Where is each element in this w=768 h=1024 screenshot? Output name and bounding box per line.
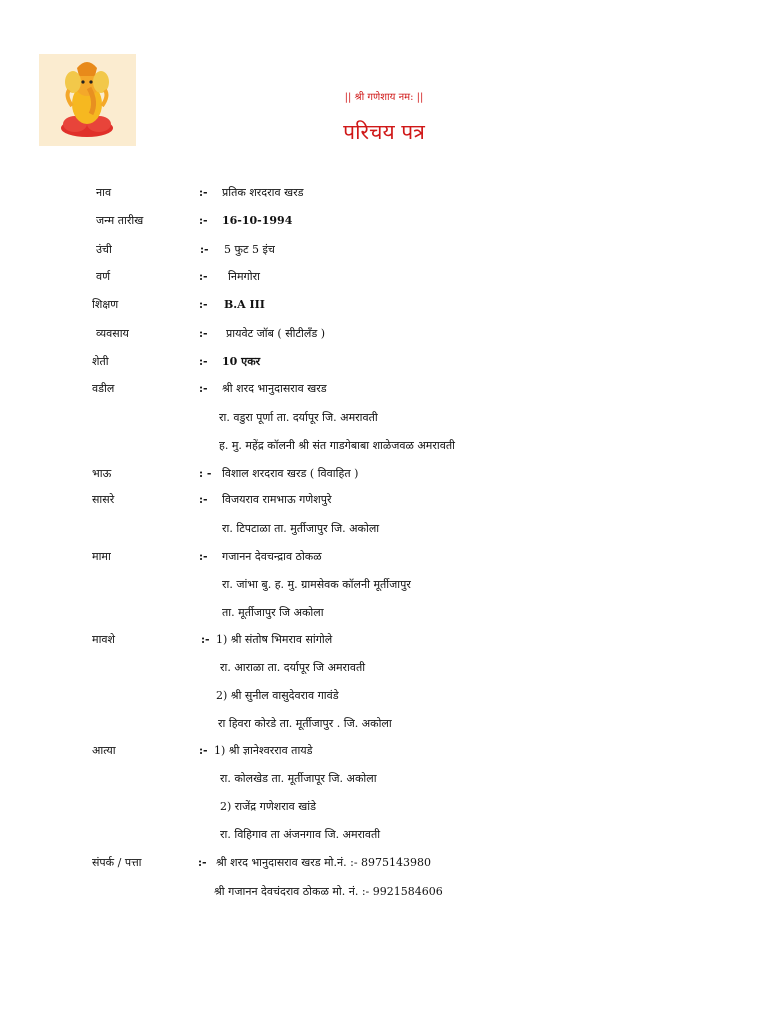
- height-label: उंची: [96, 243, 112, 256]
- mavshi-value: 1) श्री संतोष भिमराव सांगोले: [216, 633, 333, 646]
- in-laws-separator: :-: [199, 493, 208, 506]
- dob-value: 16-10-1994: [222, 214, 293, 227]
- mavshi-address-line-2: रा हिवरा कोरडे ता. मूर्तीजापुर . जि. अकोला: [218, 717, 392, 730]
- education-value: B.A III: [224, 298, 265, 311]
- brother-value: विशाल शरदराव खरड ( विवाहित ): [222, 467, 359, 480]
- occupation-separator: :-: [199, 327, 208, 340]
- father-value: श्री शरद भानुदासराव खरड: [222, 382, 327, 395]
- in-laws-label: सासरे: [92, 493, 115, 506]
- aatya-name-line-2: 2) राजेंद्र गणेशराव खांडे: [220, 800, 316, 813]
- maternal-uncle-taluka-line: ता. मूर्तीजापुर जि अकोला: [222, 606, 324, 619]
- aatya-address-line-2: रा. विहिगाव ता अंजनगाव जि. अमरावती: [220, 828, 381, 841]
- complexion-value: निमगोरा: [228, 270, 260, 283]
- father-label: वडील: [92, 382, 115, 395]
- page-title: परिचय पत्र: [343, 120, 425, 144]
- dob-label: जन्म तारीख: [96, 214, 144, 227]
- brother-label: भाऊ: [92, 467, 112, 480]
- height-value: 5 फुट 5 इंच: [224, 243, 275, 256]
- maternal-uncle-address-line: रा. जांभा बु. ह. मु. ग्रामसेवक कॉलनी मूर्तीजापुर: [222, 578, 411, 591]
- farm-value: 10 एकर: [222, 355, 261, 368]
- name-label: नाव: [96, 186, 112, 199]
- in-laws-address-line: रा. टिपटाळा ता. मुर्तीजापुर जि. अकोला: [222, 522, 380, 535]
- mavshi-name-line-2: 2) श्री सुनील वासुदेवराव गावंडे: [216, 689, 339, 702]
- aatya-label: आत्या: [92, 744, 116, 757]
- mavshi-label: मावशे: [92, 633, 116, 646]
- contact-label: संपर्क / पत्ता: [92, 856, 142, 869]
- aatya-address-line-1: रा. कोलखेड ता. मूर्तीजापूर जि. अकोला: [220, 772, 377, 785]
- occupation-label: व्यवसाय: [96, 327, 129, 340]
- father-address-line: रा. वडुरा पूर्णा ता. दर्यापूर जि. अमरावती: [219, 411, 378, 424]
- maternal-uncle-separator: :-: [199, 550, 208, 563]
- contact-value-1: श्री शरद भानुदासराव खरड मो.नं. :- 8975143980: [216, 856, 432, 869]
- occupation-value: प्रायवेट जॉब ( सीटीलँड ): [226, 327, 326, 340]
- contact-value-2: श्री गजानन देवचंदराव ठोकळ मो. नं. :- 9921584606: [214, 885, 443, 898]
- aatya-separator: :-: [199, 744, 208, 757]
- invocation-text: || श्री गणेशाय नम: ||: [344, 92, 424, 103]
- complexion-label: वर्ण: [96, 270, 111, 283]
- education-label: शिक्षण: [92, 298, 119, 311]
- father-separator: :-: [199, 382, 208, 395]
- in-laws-value: विजयराव रामभाऊ गणेशपुरे: [222, 493, 332, 506]
- height-separator: :-: [200, 243, 209, 256]
- maternal-uncle-label: मामा: [92, 550, 111, 563]
- name-value: प्रतिक शरदराव खरड: [222, 186, 304, 199]
- name-separator: :-: [199, 186, 208, 199]
- mavshi-address-line-1: रा. आराळा ता. दर्यापूर जि अमरावती: [220, 661, 366, 674]
- aatya-value: 1) श्री ज्ञानेश्वरराव तायडे: [214, 744, 313, 757]
- mavshi-separator: :-: [201, 633, 210, 646]
- education-separator: :-: [199, 298, 208, 311]
- contact-separator: :-: [198, 856, 207, 869]
- brother-separator: : -: [199, 467, 212, 480]
- maternal-uncle-value: गजानन देवचन्द्राव ठोकळ: [222, 550, 322, 563]
- farm-separator: :-: [199, 355, 208, 368]
- father-current-address-line: ह. मु. महेंद्र कॉलनी श्री संत गाडगेबाबा शाळेजवळ अमरावती: [219, 439, 455, 452]
- farm-label: शेती: [92, 355, 109, 368]
- complexion-separator: :-: [199, 270, 208, 283]
- dob-separator: :-: [199, 214, 208, 227]
